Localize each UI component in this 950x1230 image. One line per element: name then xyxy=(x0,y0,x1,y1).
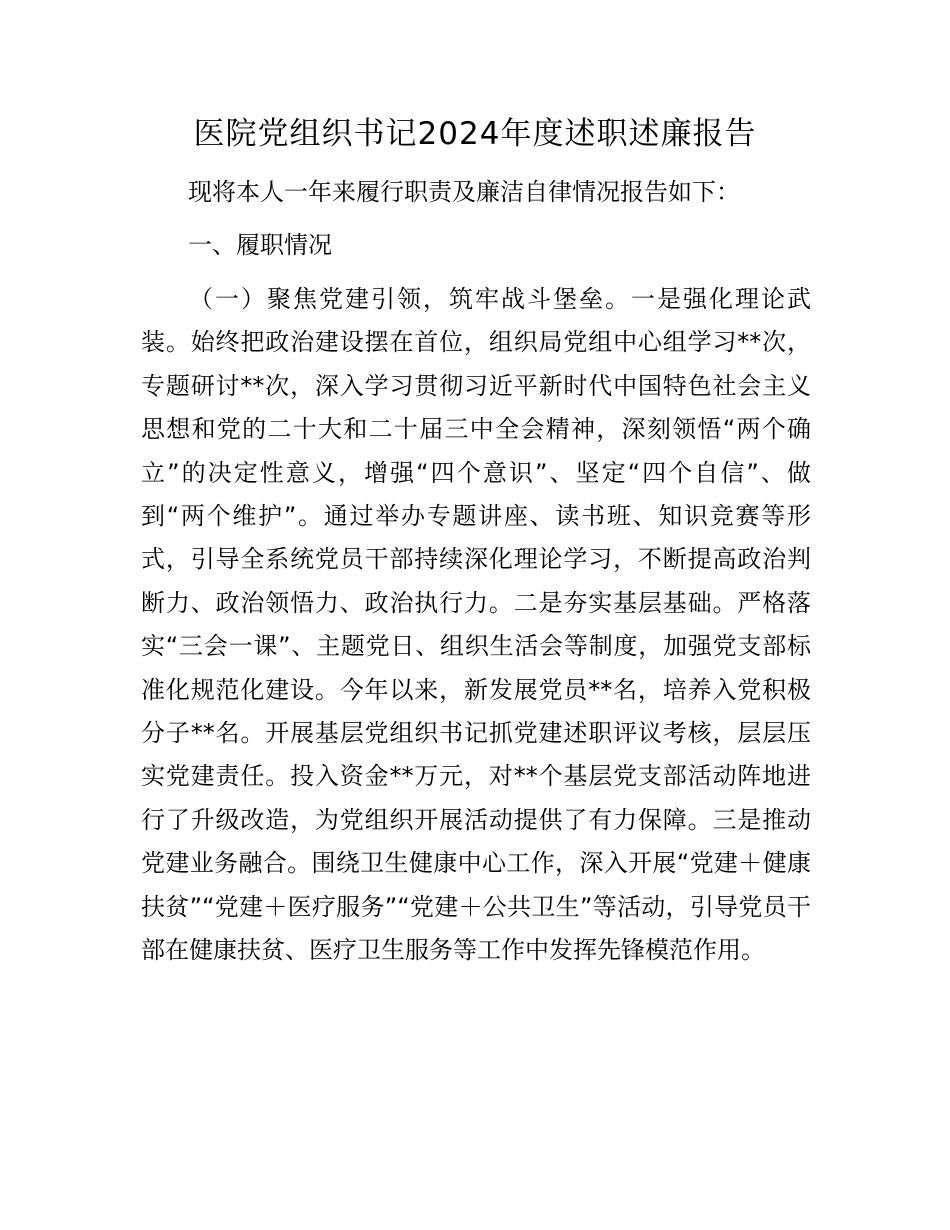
section-heading: 一、履职情况 xyxy=(188,231,332,259)
intro-paragraph: 现将本人一年来履行职责及廉洁自律情况报告如下： xyxy=(188,178,740,206)
document-title: 医院党组织书记2024年度述职述廉报告 xyxy=(193,116,757,152)
body-paragraph: （一）聚焦党建引领，筑牢战斗堡垒。一是强化理论武装。始终把政治建设摆在首位，组织局党组中心组学习**次，专题研讨**次，深入学习贯彻习近平新时代中国特色社会主义思想和党的二十大和二十届三中全会精神，深刻领悟“两个确立”的决定性意义，增强“四个意识”、坚定“四个自信”、做到“两个维护”。通过举办专题讲座、读书班、知识竞赛等形式，引导全系统党员干部持续深化理论学习，不断提高政治判断力、政治领悟力、政治执行力。二是夯实基层基础。严格落实“三会一课”、主题党日、组织生活会等制度，加强党支部标准化规范化建设。今年以来，新发展党员**名，培养入党积极分子**名。开展基层党组织书记抓党建述职评议考核，层层压实党建责任。投入资金**万元，对**个基层党支部活动阵地进行了升级改造，为党组织开展活动提供了有力保障。三是推动党建业务融合。围绕卫生健康中心工作，深入开展“党建＋健康扶贫”“党建＋医疗服务”“党建＋公共卫生”等活动，引导党员干部在健康扶贫、医疗卫生服务等工作中发挥先锋模范作用。 xyxy=(141,285,811,965)
